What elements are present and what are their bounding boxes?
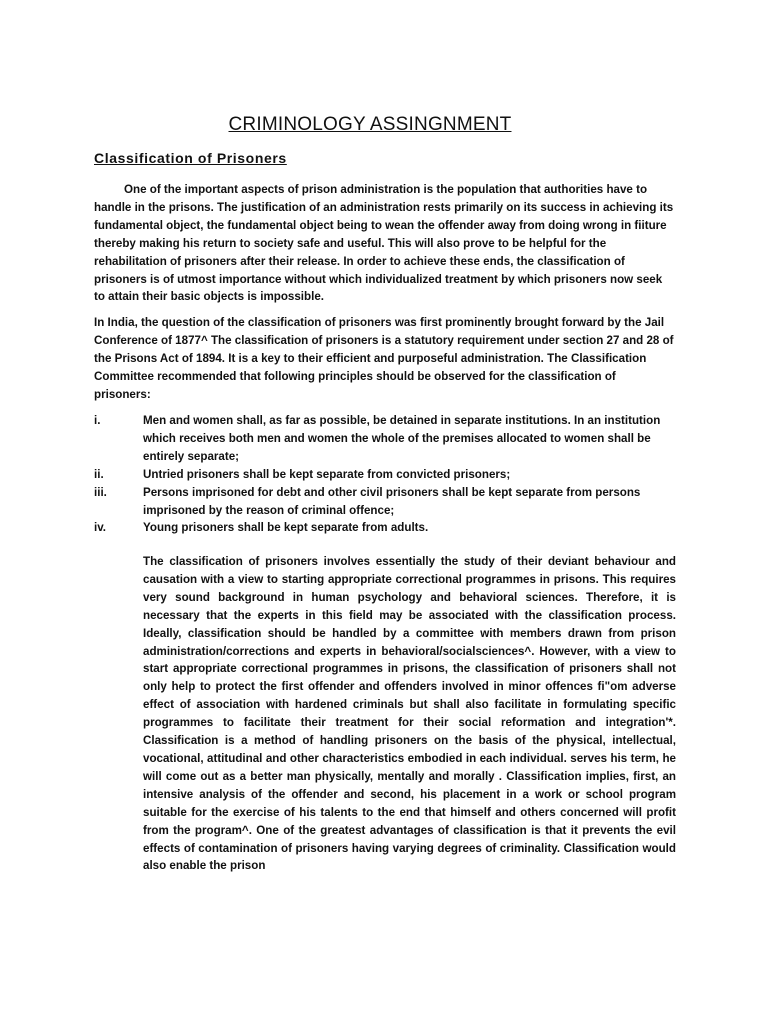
paragraph-classification-main: The classification of prisoners involves essentially the study of their deviant behaviour and causation with a view to starting appropriate correctional programmes in prisons. This requires very sound background in human psychology and behavioral sciences. Therefore, it is necessary that the experts in this field may be associated with the classification process. Ideally, classification should be handled by a committee with members drawn from prison administration/corrections and experts in behavioral/socialsciences^. However, with a view to start appropriate correctional programmes in prisons, the classification of prisoners shall not only help to protect the first offender and offenders involved in minor offences fi"om adverse effect of association with hardened criminals but shall also facilitate in formulating specific programmes to facilitate their treatment for their social reformation and integration'*. Classification is a method of handling prisoners on the basis of the physical, intellectual, vocational, attitudinal and other characteristics embodied in each individual. serves his term, he will come out as a better man physically, mentally and morally . Classification implies, first, an intensive analysis of the offender and second, his placement in a work or school program suitable for the exercise of his talents to the end that himself and others concerned will profit from the program^. One of the greatest advantages of classification is that it prevents the evil effects of contamination of prisoners having varying degrees of criminality. [143,555,676,855]
paragraph-classification [143,553,676,875]
list-item [94,484,676,520]
list-item-text: Young prisoners shall be kept separate from adults. [143,521,429,535]
list-item-text: Men and women shall, as far as possible, be detained in separate institutions. In an institution which receives both men and women the whole of the premises allocated to women shall be entirely separate; [143,414,661,463]
list-item [94,519,676,537]
paragraph-introduction: One of the important aspects of prison administration is the population that authorities have to handle in the prisons. The justification of an administration rests primarily on its success in achieving its fundamental object, the fundamental object being to wean the offender away from doing wrong in fiiture thereby making his return to society safe and useful. This will also prove to be helpful for the rehabilitation of prisoners after their release. In order to achieve these ends, the classification of prisoners is of utmost importance without which individualized treatment by which prisoners now seek to attain their basic objects is impossible. [94,183,674,304]
paragraph-classification-last-line: Classification would also enable the prison [143,841,676,873]
section-heading: Classification of Prisoners [94,150,287,166]
paragraph-history: In India, the question of the classification of prisoners was first prominently brought forward by the Jail Conference of 1877^ The classification of prisoners is a statutory requirement under section 27 and 28 of the Prisons Act of 1894. It is a key to their efficient and purposeful administration. The Classification Committee recommended that following principles should be observed for the classification of prisoners: [94,316,674,401]
list-marker: iv. [94,521,107,535]
list-item [94,412,676,466]
list-item-text: Untried prisoners shall be kept separate from convicted prisoners; [143,467,511,481]
list-marker: iii. [94,485,107,499]
list-item-text: Persons imprisoned for debt and other civil prisoners shall be kept separate from persons imprisoned by the reason of criminal offence; [143,485,641,517]
document-title: CRIMINOLOGY ASSINGNMENT [228,114,512,135]
list-marker: ii. [94,467,104,481]
list-marker: i. [94,414,101,427]
list-item [94,466,676,484]
principles-list [94,412,676,537]
